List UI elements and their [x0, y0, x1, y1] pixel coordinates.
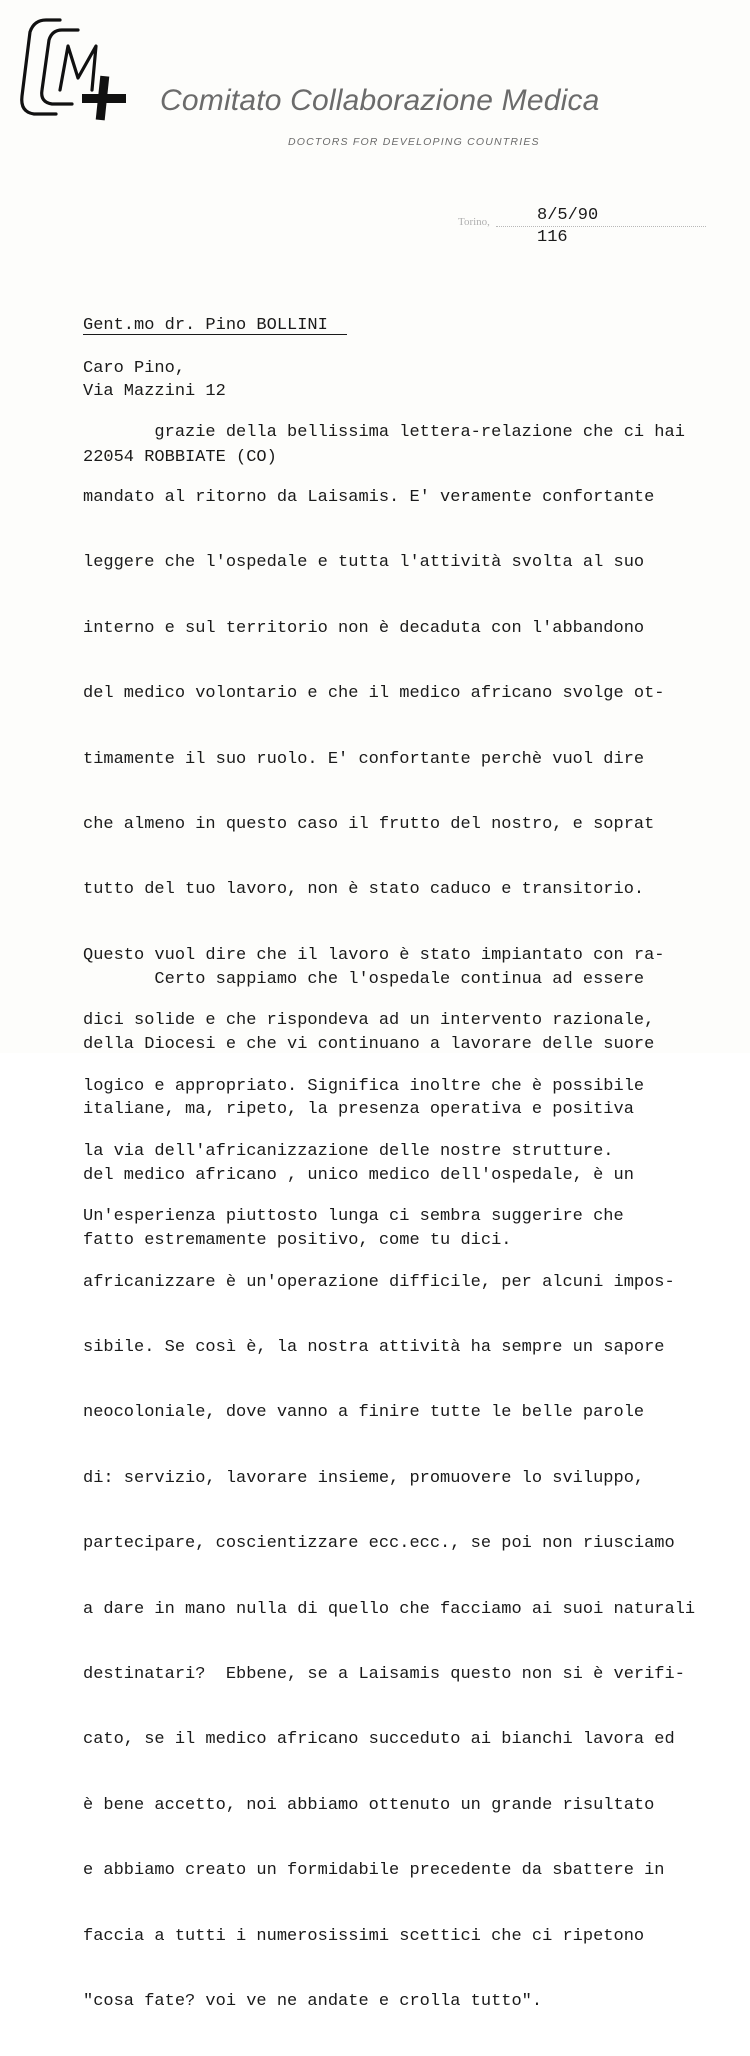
- text-line: timamente il suo ruolo. E' confortante perchè vuol dire: [83, 749, 645, 769]
- letter-date: 8/5/90: [537, 206, 599, 225]
- text-line: neocoloniale, dove vanno a finire tutte le belle parole: [83, 1403, 645, 1423]
- text-line: la via dell'africanizzazione delle nostre strutture.: [83, 1141, 614, 1161]
- text-line: destinatari? Ebbene, se a Laisamis questo non si è verifi-: [83, 1665, 685, 1685]
- text-line: che almeno in questo caso il frutto del nostro, e soprat: [83, 814, 655, 834]
- text-line: del medico africano , unico medico dell'ospedale, è un: [83, 1165, 634, 1185]
- address-underline: [83, 334, 347, 335]
- text-line: africanizzare è un'operazione difficile, per alcuni impos-: [83, 1272, 675, 1292]
- text-line: Certo sappiamo che l'ospedale continua ad essere: [83, 969, 645, 989]
- date-dotted-line: [496, 226, 706, 227]
- address-line: Gent.mo dr. Pino BOLLINI: [83, 316, 328, 335]
- text-line: fatto estremamente positivo, come tu dici.: [83, 1231, 512, 1251]
- address-line: Via Mazzini 12: [83, 382, 226, 401]
- text-line: grazie della bellissima lettera-relazione che ci hai: [83, 422, 685, 442]
- text-line: Questo vuol dire che il lavoro è stato impiantato con ra-: [83, 945, 665, 965]
- address-line: 22054 ROBBIATE (CO): [83, 448, 277, 467]
- text-line: della Diocesi e che vi continuano a lavorare delle suore: [83, 1034, 655, 1054]
- text-line: Un'esperienza piuttosto lunga ci sembra suggerire che: [83, 1207, 624, 1227]
- place-label: Torino,: [458, 216, 490, 228]
- text-line: cato, se il medico africano succeduto ai bianchi lavora ed: [83, 1730, 675, 1750]
- text-line: di: servizio, lavorare insieme, promuovere lo sviluppo,: [83, 1468, 645, 1488]
- body-paragraph-2: [83, 925, 654, 1296]
- text-line: del medico volontario e che il medico africano svolge ot-: [83, 684, 665, 704]
- text-line: sibile. Se così è, la nostra attività ha sempre un sapore: [83, 1338, 665, 1358]
- ccm-logo-icon: [16, 16, 134, 128]
- text-line: dici solide e che rispondeva ad un intervento razionale,: [83, 1011, 655, 1031]
- text-line: "cosa fate? voi ve ne andate e crolla tutto".: [83, 1991, 543, 2011]
- text-line: è bene accetto, noi abbiamo ottenuto un grande risultato: [83, 1795, 655, 1815]
- text-line: italiane, ma, ripeto, la presenza operativa e positiva: [83, 1100, 634, 1120]
- letter-reference: 116: [537, 228, 568, 247]
- greeting: Caro Pino,: [83, 359, 186, 378]
- text-line: partecipare, coscientizzare ecc.ecc., se poi non riusciamo: [83, 1534, 675, 1554]
- text-line: interno e sul territorio non è decaduta con l'abbandono: [83, 618, 645, 638]
- text-line: mandato al ritorno da Laisamis. E' veramente confortante: [83, 487, 655, 507]
- text-line: leggere che l'ospedale e tutta l'attività svolta al suo: [83, 553, 645, 573]
- text-line: a dare in mano nulla di quello che facciamo ai suoi naturali: [83, 1599, 696, 1619]
- text-line: tutto del tuo lavoro, non è stato caduco e transitorio.: [83, 880, 645, 900]
- text-line: logico e appropriato. Significa inoltre che è possibile: [83, 1076, 645, 1096]
- text-line: e abbiamo creato un formidabile precedente da sbattere in: [83, 1861, 665, 1881]
- text-line: faccia a tutti i numerosissimi scettici che ci ripetono: [83, 1926, 645, 1946]
- organization-subtitle: DOCTORS FOR DEVELOPING COUNTRIES: [288, 136, 540, 148]
- organization-name: Comitato Collaborazione Medica: [160, 84, 600, 117]
